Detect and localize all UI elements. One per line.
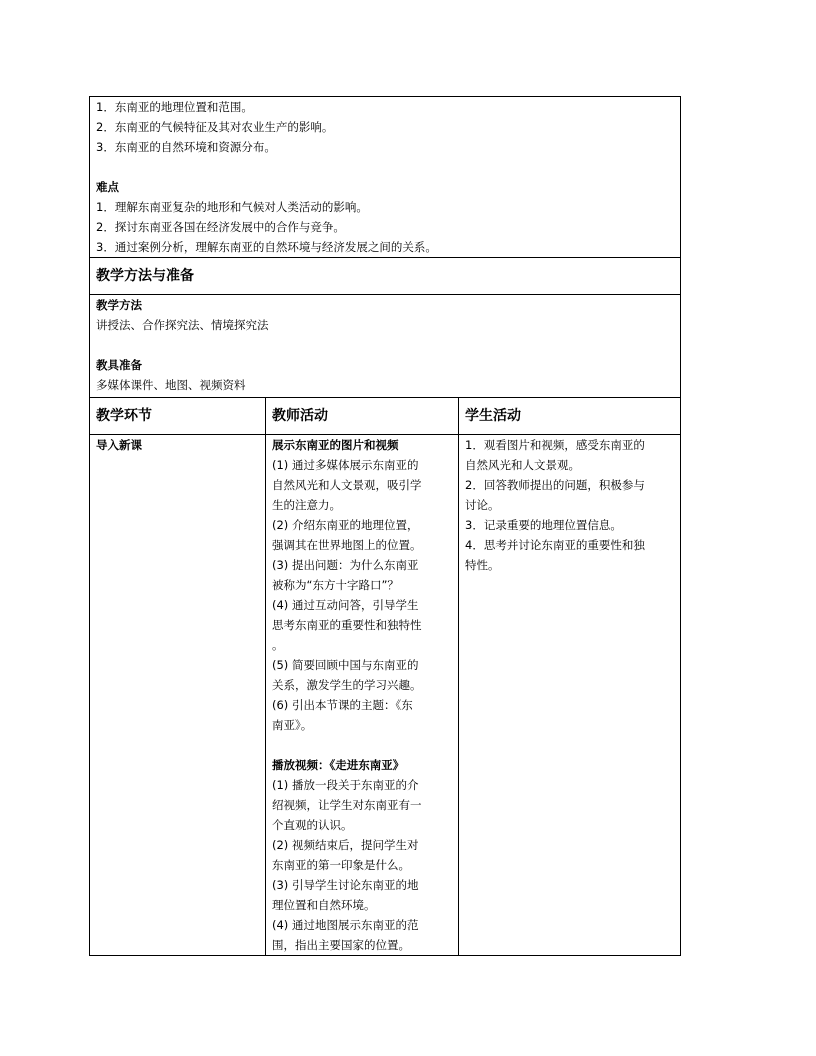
student-line: 4．思考并讨论东南亚的重要性和独 bbox=[465, 538, 645, 552]
teacher-line: 自然风光和人文景观，吸引学 bbox=[272, 478, 422, 492]
header-teacher: 教师活动 bbox=[266, 398, 459, 435]
student-line: 2．回答教师提出的问题，积极参与 bbox=[465, 478, 645, 492]
header-stage: 教学环节 bbox=[90, 398, 266, 435]
spacer bbox=[272, 735, 452, 755]
teacher-line: (4) 通过互动问答，引导学生 bbox=[272, 598, 419, 612]
teacher-activity-cell bbox=[266, 435, 459, 956]
key-points-row bbox=[90, 97, 681, 258]
activity-header-row bbox=[90, 398, 681, 435]
teacher-line: (1) 通过多媒体展示东南亚的 bbox=[272, 458, 419, 472]
student-activity-cell bbox=[459, 435, 681, 956]
tools-text: 多媒体课件、地图、视频资料 bbox=[96, 378, 246, 392]
teacher-line: 东南亚的第一印象是什么。 bbox=[272, 858, 410, 872]
spacer bbox=[96, 157, 674, 177]
teacher-heading: 播放视频：《走进东南亚》 bbox=[272, 758, 405, 772]
teacher-line: 被称为“东方十字路口”？ bbox=[272, 578, 399, 592]
key-point-item: 1．东南亚的地理位置和范围。 bbox=[96, 100, 253, 114]
methods-title-row bbox=[90, 258, 681, 295]
header-student: 学生活动 bbox=[459, 398, 681, 435]
tools-heading: 教具准备 bbox=[96, 358, 142, 372]
key-point-item: 2．东南亚的气候特征及其对农业生产的影响。 bbox=[96, 120, 334, 134]
section-title: 教学方法与准备 bbox=[96, 268, 194, 284]
teacher-line: 围，指出主要国家的位置。 bbox=[272, 938, 410, 952]
teacher-line: (3) 引导学生讨论东南亚的地 bbox=[272, 878, 419, 892]
teacher-line: 关系，激发学生的学习兴趣。 bbox=[272, 678, 422, 692]
teacher-line: 理位置和自然环境。 bbox=[272, 898, 376, 912]
teacher-line: (6) 引出本节课的主题：《东 bbox=[272, 698, 413, 712]
teacher-line: 个直观的认识。 bbox=[272, 818, 353, 832]
methods-cell bbox=[90, 295, 681, 398]
difficult-point-item: 1．理解东南亚复杂的地形和气候对人类活动的影响。 bbox=[96, 200, 368, 214]
teacher-line: (1) 播放一段关于东南亚的介 bbox=[272, 778, 419, 792]
teacher-line: 南亚》。 bbox=[272, 718, 313, 732]
teacher-heading: 展示东南亚的图片和视频 bbox=[272, 438, 399, 452]
difficult-point-item: 3．通过案例分析，理解东南亚的自然环境与经济发展之间的关系。 bbox=[96, 240, 437, 254]
teacher-line: (4) 通过地图展示东南亚的范 bbox=[272, 918, 419, 932]
student-line: 1．观看图片和视频，感受东南亚的 bbox=[465, 438, 645, 452]
methods-row bbox=[90, 295, 681, 398]
document-page bbox=[89, 96, 680, 956]
teacher-line: (5) 简要回顾中国与东南亚的 bbox=[272, 658, 419, 672]
methods-title-cell bbox=[90, 258, 681, 295]
teacher-line: 。 bbox=[272, 638, 284, 652]
teacher-line: (3) 提出问题：为什么东南亚 bbox=[272, 558, 419, 572]
teacher-line: 生的注意力。 bbox=[272, 498, 341, 512]
teacher-line: (2) 视频结束后，提问学生对 bbox=[272, 838, 419, 852]
difficult-point-item: 2．探讨东南亚各国在经济发展中的合作与竞争。 bbox=[96, 220, 345, 234]
teacher-line: 思考东南亚的重要性和独特性 bbox=[272, 618, 422, 632]
key-point-item: 3．东南亚的自然环境和资源分布。 bbox=[96, 140, 276, 154]
lesson-plan-table bbox=[89, 96, 681, 956]
student-line: 3．记录重要的地理位置信息。 bbox=[465, 518, 622, 532]
student-line: 特性。 bbox=[465, 558, 500, 572]
teacher-line: 绍视频，让学生对东南亚有一 bbox=[272, 798, 422, 812]
student-line: 讨论。 bbox=[465, 498, 500, 512]
teacher-line: (2) 介绍东南亚的地理位置， bbox=[272, 518, 419, 532]
methods-heading: 教学方法 bbox=[96, 298, 142, 312]
student-line: 自然风光和人文景观。 bbox=[465, 458, 580, 472]
teacher-line: 强调其在世界地图上的位置。 bbox=[272, 538, 422, 552]
difficult-points-heading: 难点 bbox=[96, 180, 119, 194]
methods-text: 讲授法、合作探究法、情境探究法 bbox=[96, 318, 269, 332]
spacer bbox=[96, 335, 674, 355]
stage-label: 导入新课 bbox=[96, 438, 142, 452]
key-points-cell bbox=[90, 97, 681, 258]
stage-cell bbox=[90, 435, 266, 956]
activity-row bbox=[90, 435, 681, 956]
